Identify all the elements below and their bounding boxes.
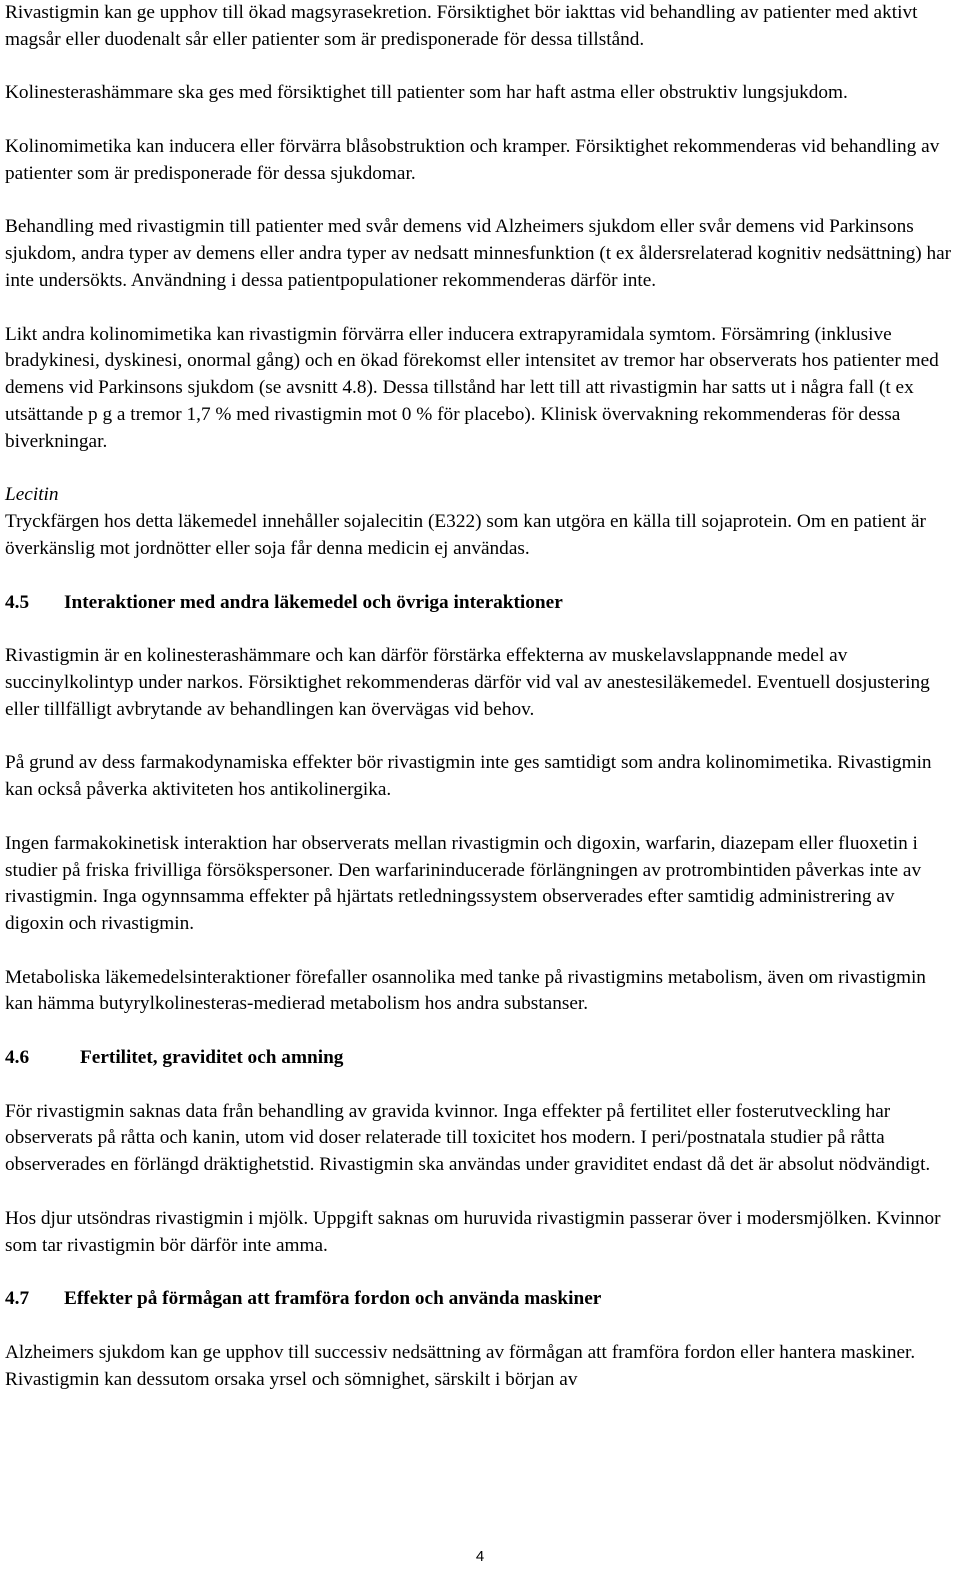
paragraph-asthma: Kolinesterashämmare ska ges med försiktighet till patienter som har haft astma eller obstruktiv lungsjukdom. xyxy=(5,82,848,104)
section-number: 4.5 xyxy=(5,591,30,613)
paragraph-lecitin: Tryckfärgen hos detta läkemedel innehåller sojalecitin (E322) som kan utgöra en källa till sojaprotein. Om en patient är överkänslig mot jordnötter eller soja får denna medicin ej användas. xyxy=(5,511,926,559)
paragraph-extrapyramidal: Likt andra kolinomimetika kan rivastigmin förvärra eller inducera extrapyramidala symtom. Försämring (inklusive bradykinesi, dyskinesi, onormal gång) och en ökad förekomst eller intensitet av tremor har observerats hos patienter med demens vid Parkinsons sjukdom (se avsnitt 4.8). Dessa tillstånd har lett till att rivastigmin har satts ut i några fall (t ex utsättande p g a tremor 1,7 % med rivastigmin mot 0 % för placebo). Klinisk övervakning rekommenderas för dessa biverkningar. xyxy=(5,323,939,452)
paragraph-pregnancy: För rivastigmin saknas data från behandling av gravida kvinnor. Inga effekter på fertilitet eller fosterutveckling har observerats på råtta och kanin, utom vid doser relaterade till toxicitet hos modern. I peri/postnatala studier på råtta observerades en förlängd dräktighetstid. Rivastigmin ska användas under graviditet endast då det är absolut nödvändigt. xyxy=(5,1100,931,1176)
paragraph-driving: Alzheimers sjukdom kan ge upphov till successiv nedsättning av förmågan att framföra fordon eller hantera maskiner. Rivastigmin kan dessutom orsaka yrsel och sömnighet, särskilt i början av xyxy=(5,1341,916,1390)
section-heading-4-6 xyxy=(5,1045,955,1072)
paragraph-severe-dementia: Behandling med rivastigmin till patienter med svår demens vid Alzheimers sjukdom eller svår demens vid Parkinsons sjukdom, andra typer av demens eller andra typer av nedsatt minnesfunktion (t ex åldersrelaterad kognitiv nedsättning) har inte undersökts. Användning i dessa patientpopulationer rekommenderas därför inte. xyxy=(5,216,952,291)
section-heading-4-5 xyxy=(5,590,955,617)
paragraph-metabolic: Metaboliska läkemedelsinteraktioner förefaller osannolika med tanke på rivastigmins metabolism, även om rivastigmin kan hämma butyrylkolinesteras-medierad metabolism hos andra substanser. xyxy=(5,966,926,1015)
paragraph-gastric-acid: Rivastigmin kan ge upphov till ökad magsyrasekretion. Försiktighet bör iakttas vid behandling av patienter med aktivt magsår eller duodenalt sår eller patienter som är predisponerade för dessa tillstånd. xyxy=(5,2,918,50)
section-heading-4-7 xyxy=(5,1286,955,1313)
page-number: 4 xyxy=(475,1548,485,1565)
section-title: Interaktioner med andra läkemedel och övriga interaktioner xyxy=(64,591,563,613)
paragraph-succinylcholine: Rivastigmin är en kolinesterashämmare och kan därför förstärka effekterna av muskelavslappnande medel av succinylkolintyp under narkos. Försiktighet rekommenderas därför vid val av anestesiläkemedel. Eventuell dosjustering eller tillfälligt avbrytande av behandlingen kan övervägas vid behov. xyxy=(5,645,930,720)
document-page xyxy=(5,0,955,1565)
paragraph-pharmacodynamic: På grund av dess farmakodynamiska effekter bör rivastigmin inte ges samtidigt som andra kolinomimetika. Rivastigmin kan också påverka aktiviteten hos antikolinergika. xyxy=(5,752,932,801)
paragraph-bladder-obstruction: Kolinomimetika kan inducera eller förvärra blåsobstruktion och kramper. Försiktighet rekommenderas vid behandling av patienter som är predisponerade för dessa sjukdomar. xyxy=(5,135,940,184)
section-title: Effekter på förmågan att framföra fordon och använda maskiner xyxy=(64,1288,602,1310)
section-title: Fertilitet, graviditet och amning xyxy=(80,1047,344,1069)
paragraph-pharmacokinetic: Ingen farmakokinetisk interaktion har observerats mellan rivastigmin och digoxin, warfarin, diazepam eller fluoxetin i studier på friska frivilliga försökspersoner. Den warfarininducerade förlängningen av protrombintiden påverkas inte av rivastigmin. Inga ogynnsamma effekter på hjärtats retledningssystem observerades efter samtidig administrering av digoxin och rivastigmin. xyxy=(5,832,922,935)
section-number: 4.7 xyxy=(5,1288,30,1310)
section-number: 4.6 xyxy=(5,1047,30,1069)
paragraph-lactation: Hos djur utsöndras rivastigmin i mjölk. Uppgift saknas om huruvida rivastigmin passerar över i modersmjölken. Kvinnor som tar rivastigmin bör därför inte amma. xyxy=(5,1207,941,1256)
lecitin-subheading: Lecitin xyxy=(5,484,59,506)
